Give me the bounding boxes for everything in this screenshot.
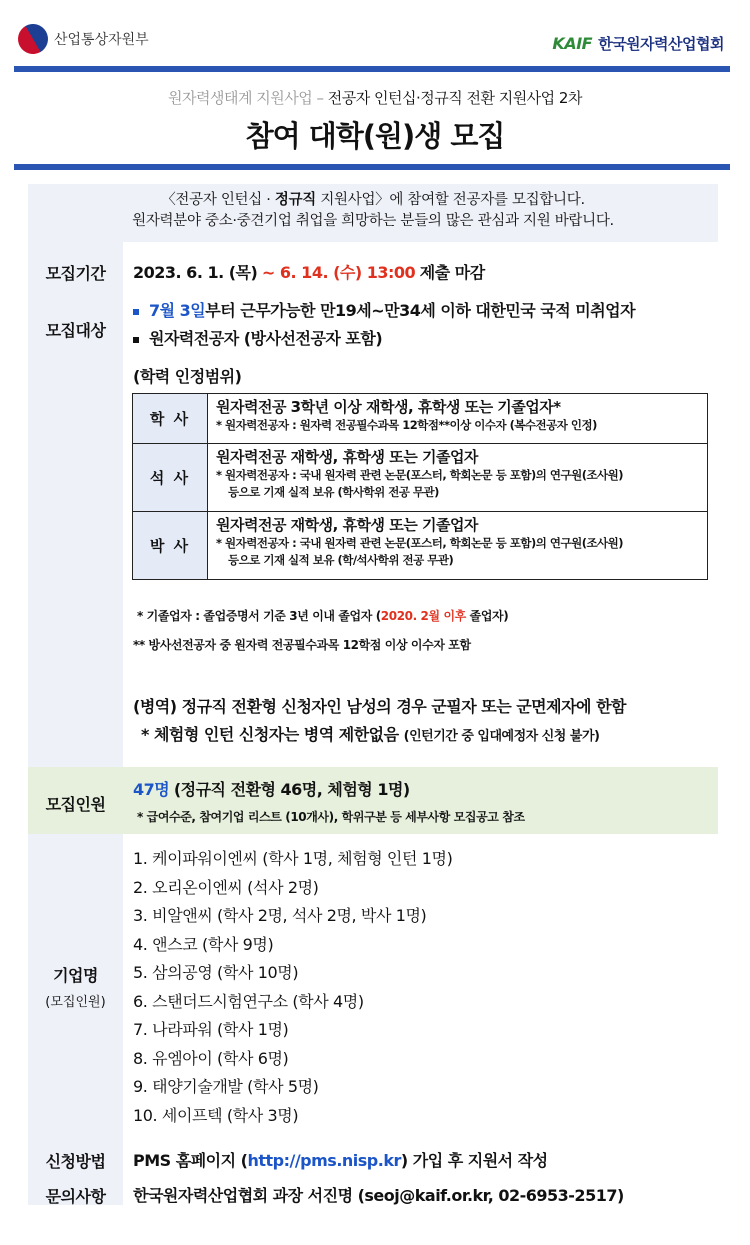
military-note: * 체험형 인턴 신청자는 병역 제한없음 (인턴기간 중 입대예정자 신청 불가) [141, 725, 600, 744]
pms-link[interactable]: http://pms.nisp.kr [247, 1151, 401, 1170]
title-divider [14, 164, 730, 170]
edu-heading: (학력 인정범위) [133, 367, 242, 386]
degree-note: * 원자력전공자 : 국내 원자력 관련 논문(포스터, 학회논문 등 포함)의 연구원(조사원) [216, 468, 624, 482]
list-item: 3. 비알앤씨 (학사 2명, 석사 2명, 박사 1명) [133, 906, 427, 925]
table-row [133, 444, 708, 512]
bullet-icon [133, 337, 139, 343]
top-divider [14, 66, 730, 72]
program-subtitle: 원자력생태계 지원사업 – 전공자 인턴십·정규직 전환 지원사업 2차 [168, 89, 582, 107]
degree-note: * 원자력전공자 : 원자력 전공필수과목 12학점**이상 이수자 (복수전공자 인정) [216, 418, 597, 432]
degree-note: 등으로 기재 실적 보유 (학/석사학위 전공 무관) [228, 553, 454, 567]
companies-label: 기업명 [53, 966, 98, 985]
list-item: 4. 앤스코 (학사 9명) [133, 934, 274, 954]
list-item: 5. 삼의공영 (학사 10명) [133, 963, 299, 982]
degree-doctor: 박 사 [133, 512, 208, 580]
list-item: 7. 나라파워 (학사 1명) [133, 1020, 289, 1039]
headcount-note: * 급여수준, 참여기업 리스트 (10개사), 학위구분 등 세부사항 모집공고 참조 [137, 810, 525, 824]
taegeuk-emblem-icon [13, 19, 54, 60]
intro-line-2: 원자력분야 중소·중견기업 취업을 희망하는 분들의 많은 관심과 지원 바랍니다. [132, 213, 614, 229]
period-value: 2023. 6. 1. (목) ~ 6. 14. (수) 13:00 제출 마감 [133, 263, 485, 282]
degree-desc: 원자력전공 재학생, 휴학생 또는 기졸업자 [216, 448, 478, 466]
list-item: 10. 세이프텍 (학사 3명) [133, 1105, 299, 1125]
table-row [133, 394, 708, 444]
list-item: 8. 유엠아이 (학사 6명) [133, 1048, 289, 1068]
table-row [133, 512, 708, 580]
kaif-name: 한국원자력산업협회 [598, 35, 724, 53]
degree-table [132, 393, 708, 580]
kaif-wordmark: KAIF [552, 34, 593, 53]
target-bullet-1: 7월 3일부터 근무가능한 만19세~만34세 이하 대한민국 국적 미취업자 [133, 298, 635, 321]
apply-value: PMS 홈페이지 (http://pms.nisp.kr) 가입 후 지원서 작성 [133, 1151, 548, 1170]
ministry-name: 산업통상자원부 [54, 32, 149, 48]
target-label: 모집대상 [45, 321, 106, 340]
degree-note: 등으로 기재 실적 보유 (학사학위 전공 무관) [228, 485, 439, 499]
list-item: 2. 오리온이엔씨 (석사 2명) [133, 877, 319, 897]
degree-note: * 원자력전공자 : 국내 원자력 관련 논문(포스터, 학회논문 등 포함)의 연구원(조사원) [216, 536, 624, 550]
kaif-logo [552, 33, 724, 54]
page-title: 참여 대학(원)생 모집 [245, 119, 505, 153]
label-column [28, 242, 123, 1205]
military-condition: (병역) 정규직 전환형 신청자인 남성의 경우 군필자 또는 군면제자에 한함 [133, 697, 626, 716]
degree-desc: 원자력전공 3학년 이상 재학생, 휴학생 또는 기졸업자* [216, 398, 561, 416]
degree-desc: 원자력전공 재학생, 휴학생 또는 기졸업자 [216, 516, 478, 534]
ministry-logo [18, 24, 149, 54]
footnote-graduate: * 기졸업자 : 졸업증명서 기준 3년 이내 졸업자 (2020. 2월 이후 졸업자) [137, 609, 509, 623]
intro-line-1: 〈전공자 인턴십 · 정규직 지원사업〉에 참여할 전공자를 모집합니다. [161, 192, 585, 208]
apply-label: 신청방법 [45, 1152, 106, 1171]
list-item: 9. 태양기술개발 (학사 5명) [133, 1077, 319, 1096]
target-bullet-2: 원자력전공자 (방사선전공자 포함) [133, 326, 382, 349]
contact-label: 문의사항 [45, 1187, 106, 1206]
footnote-radiation: ** 방사선전공자 중 원자력 전공필수과목 12학점 이상 이수자 포함 [133, 638, 471, 652]
headcount-value: 47명 (정규직 전환형 46명, 체험형 1명) [133, 780, 410, 799]
list-item: 1. 케이파워이엔씨 (학사 1명, 체험형 인턴 1명) [133, 849, 453, 868]
list-item: 6. 스탠더드시험연구소 (학사 4명) [133, 991, 364, 1011]
companies-sub-label: (모집인원) [45, 995, 106, 1010]
intro-box [28, 184, 718, 242]
contact-value: 한국원자력산업협회 과장 서진명 (seoj@kaif.or.kr, 02-6953-2517) [133, 1186, 624, 1205]
degree-bachelor: 학 사 [133, 394, 208, 444]
company-list [133, 846, 452, 1131]
degree-master: 석 사 [133, 444, 208, 512]
headcount-label: 모집인원 [45, 795, 106, 814]
period-label: 모집기간 [45, 264, 106, 283]
bullet-icon [133, 309, 139, 315]
